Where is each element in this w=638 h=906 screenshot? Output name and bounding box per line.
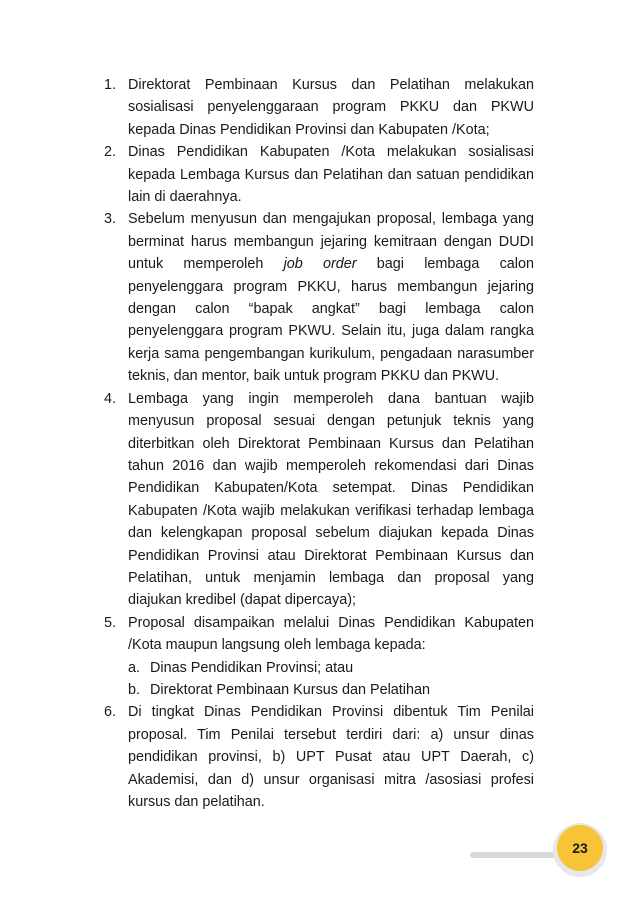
list-item-text: Dinas Pendidikan Kabupaten /Kota melakukan sosialisasi kepada Lembaga Kursus dan Pelatihan dan satuan pendidikan lain di daerahnya. (128, 144, 534, 206)
list-number: 2. (104, 144, 117, 161)
list-item-1 (104, 74, 534, 141)
list-number: 4. (104, 390, 117, 407)
list-item-5 (104, 612, 534, 702)
list-number: 1. (104, 77, 117, 93)
list-item-6 (104, 701, 534, 813)
numbered-list (104, 74, 534, 813)
page-number-badge (553, 823, 607, 877)
list-number: 3. (104, 211, 117, 228)
list-item-text: Di tingkat Dinas Pendidikan Provinsi dibentuk Tim Penilai proposal. Tim Penilai tersebut terdiri dari: a) unsur dinas pendidikan provinsi, b) UPT Pusat atau UPT Daerah, c) Akademisi, dan d) unsur organisasi mitra /asosiasi profesi kursus dan pelatihan. (128, 704, 534, 810)
sub-item-text: Dinas Pendidikan Provinsi; atau (150, 659, 354, 676)
sub-item-b (128, 679, 534, 701)
sub-item-text: Direktorat Pembinaan Kursus dan Pelatihan (150, 681, 430, 698)
list-number: 6. (104, 704, 117, 721)
sub-item-letter: a. (128, 659, 141, 676)
sub-item-letter: b. (128, 681, 141, 698)
sub-item-a (128, 657, 534, 679)
list-item-text: Direktorat Pembinaan Kursus dan Pelatihan melakukan sosialisasi penyelenggaraan program PKKU dan PKWU kepada Dinas Pendidikan Provinsi dan Kabupaten /Kota; (128, 77, 534, 138)
list-item-text-part: bagi lembaga calon penyelenggara program PKKU, harus membangun jejaring dengan calon “bapak angkat” bagi lembaga calon penyelenggara program PKWU. Selain itu, juga dalam rangka kerja sama pengembangan kurikulum, pengadaan narasumber teknis, dan mentor, baik untuk program PKKU dan PKWU. (128, 256, 535, 385)
footer-divider (470, 852, 560, 858)
list-item-2 (104, 141, 534, 208)
list-number: 5. (104, 614, 117, 631)
list-item-3 (104, 208, 534, 387)
list-item-text (128, 208, 534, 387)
list-item-4 (104, 388, 534, 612)
list-item-text: Proposal disampaikan melalui Dinas Pendidikan Kabupaten /Kota maupun langsung oleh lembaga kepada: (128, 614, 534, 654)
page-number: 23 (557, 825, 603, 871)
list-item-text: Lembaga yang ingin memperoleh dana bantuan wajib menyusun proposal sesuai dengan petunjuk teknis yang diterbitkan oleh Direktorat Pembinaan Kursus dan Pelatihan tahun 2016 dan wajib memperoleh rekomendasi dari Dinas Pendidikan Kabupaten/Kota setempat. Dinas Pendidikan Kabupaten /Kota wajib melakukan verifikasi terhadap lembaga dan kelengkapan proposal sebelum diajukan kepada Dinas Pendidikan Provinsi atau Direktorat Pembinaan Kursus dan Pelatihan, untuk menjamin lembaga dan proposal yang diajukan kredibel (dapat dipercaya); (128, 390, 534, 609)
list-item-text-part: Sebelum menyusun dan mengajukan proposal, lembaga yang berminat harus membangun jejaring kemitraan dengan DUDI untuk memperoleh (128, 211, 534, 273)
italic-term: job order (283, 256, 357, 273)
